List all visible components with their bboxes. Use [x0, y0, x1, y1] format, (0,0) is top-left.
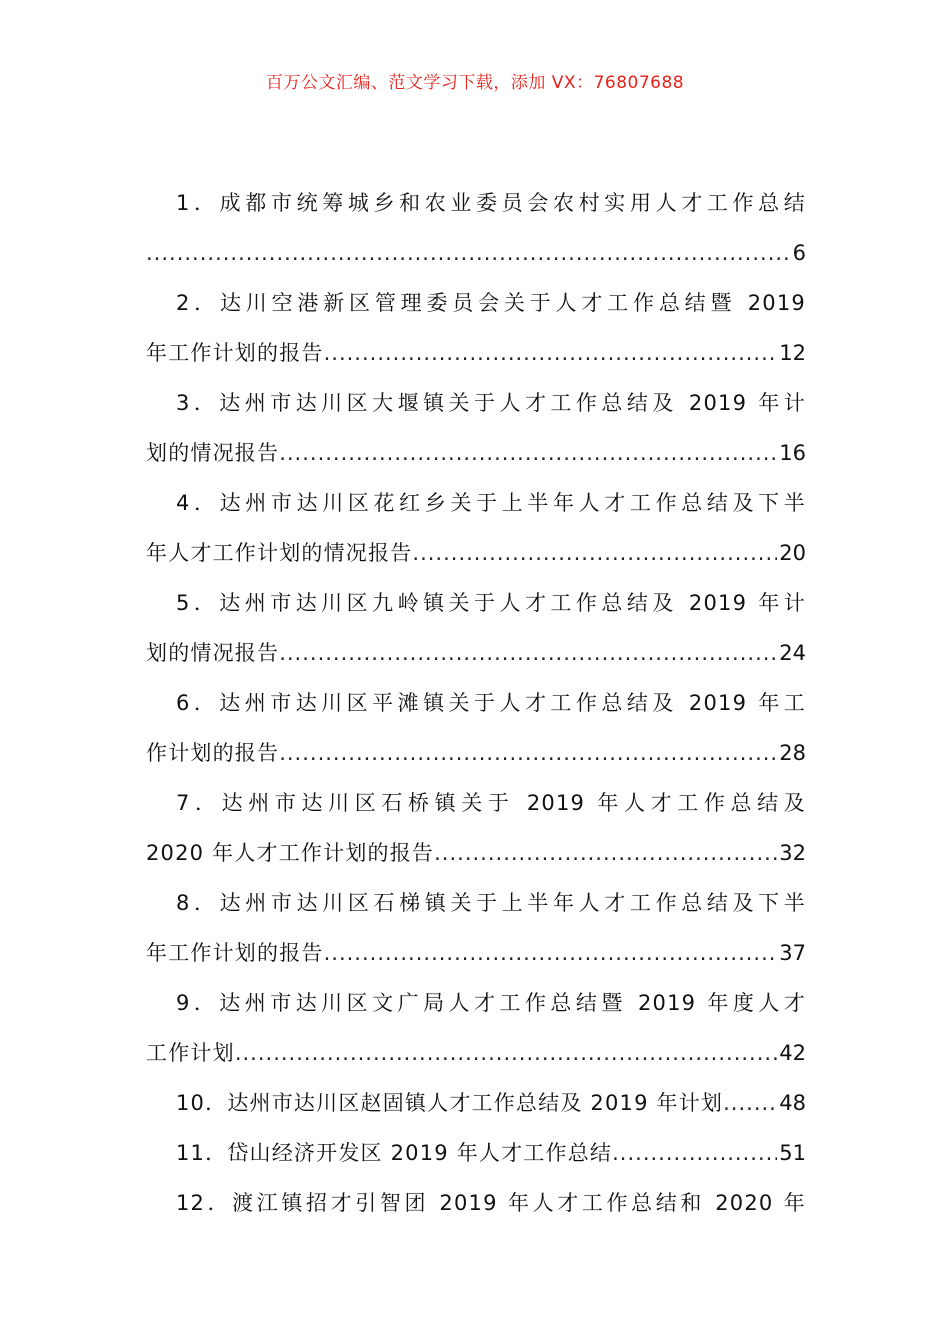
toc-entry-title-continuation: 年工作计划的报告	[146, 941, 324, 965]
toc-entry-title: 9．达州市达川区文广局人才工作总结暨 2019 年度人才	[176, 991, 806, 1015]
dot-leader	[235, 1028, 777, 1078]
dot-leader	[324, 328, 778, 378]
toc-page-number: 16	[779, 441, 806, 465]
toc-entry-title-continuation: 2020 年人才工作计划的报告	[146, 841, 435, 865]
toc-entry-title: 8．达州市达川区石梯镇关于上半年人才工作总结及下半	[176, 891, 806, 915]
dot-leader	[612, 1128, 777, 1178]
toc-page-number: 28	[779, 741, 806, 765]
toc-entry-title: 4．达州市达川区花红乡关于上半年人才工作总结及下半	[176, 491, 806, 515]
dot-leader	[279, 428, 777, 478]
toc-entry-title-continuation: 工作计划	[146, 1041, 235, 1065]
toc-page-number: 32	[779, 841, 806, 865]
toc-entry-5[interactable]	[146, 578, 806, 678]
toc-entry-2[interactable]	[146, 278, 806, 378]
toc-entry-title: 5．达州市达川区九岭镇关于人才工作总结及 2019 年计	[176, 591, 806, 615]
toc-entry-title: 3．达州市达川区大堰镇关于人才工作总结及 2019 年计	[176, 391, 806, 415]
toc-entry-title-continuation: 划的情况报告	[146, 641, 280, 665]
dot-leader	[279, 628, 777, 678]
toc-page-number: 42	[779, 1041, 806, 1065]
dot-leader	[279, 728, 777, 778]
toc-page-number: 37	[779, 941, 806, 965]
toc-entry-11[interactable]	[146, 1128, 806, 1178]
toc-entry-title-continuation: 划的情况报告	[146, 441, 280, 465]
toc-page-number: 24	[779, 641, 806, 665]
toc-entry-3[interactable]	[146, 378, 806, 478]
page-header-watermark: 百万公文汇编、范文学习下载，添加 VX：76807688	[265, 73, 685, 93]
dot-leader	[412, 528, 777, 578]
table-of-contents	[146, 178, 806, 1228]
toc-entry-title: 7．达州市达川区石桥镇关于 2019 年人才工作总结及	[176, 791, 806, 815]
toc-entry-7[interactable]	[146, 778, 806, 878]
toc-entry-12[interactable]	[146, 1178, 806, 1228]
toc-entry-1[interactable]	[146, 178, 806, 278]
toc-entry-title: 1．成都市统筹城乡和农业委员会农村实用人才工作总结	[176, 191, 806, 215]
toc-entry-4[interactable]	[146, 478, 806, 578]
toc-entry-8[interactable]	[146, 878, 806, 978]
toc-entry-title: 6．达州市达川区平滩镇关于人才工作总结及 2019 年工	[176, 691, 806, 715]
dot-leader	[324, 928, 778, 978]
toc-entry-6[interactable]	[146, 678, 806, 778]
toc-page-number: 20	[779, 541, 806, 565]
toc-entry-9[interactable]	[146, 978, 806, 1078]
toc-entry-title-continuation: 年工作计划的报告	[146, 341, 324, 365]
toc-page-number: 48	[779, 1091, 806, 1115]
dot-leader	[434, 828, 777, 878]
toc-page-number: 51	[779, 1141, 806, 1165]
toc-entry-title: 2．达川空港新区管理委员会关于人才工作总结暨 2019	[176, 291, 806, 315]
toc-entry-title: 12．渡江镇招才引智团 2019 年人才工作总结和 2020 年	[176, 1191, 806, 1215]
toc-entry-title-continuation: 年人才工作计划的情况报告	[146, 541, 413, 565]
toc-page-number: 6	[792, 241, 806, 265]
dot-leader	[146, 228, 791, 278]
toc-entry-title: 11．岱山经济开发区 2019 年人才工作总结	[176, 1141, 613, 1165]
toc-entry-title-continuation: 作计划的报告	[146, 741, 280, 765]
toc-page-number: 12	[779, 341, 806, 365]
toc-entry-10[interactable]	[146, 1078, 806, 1128]
toc-entry-title: 10．达州市达川区赵固镇人才工作总结及 2019 年计划	[176, 1091, 724, 1115]
dot-leader	[723, 1078, 777, 1128]
